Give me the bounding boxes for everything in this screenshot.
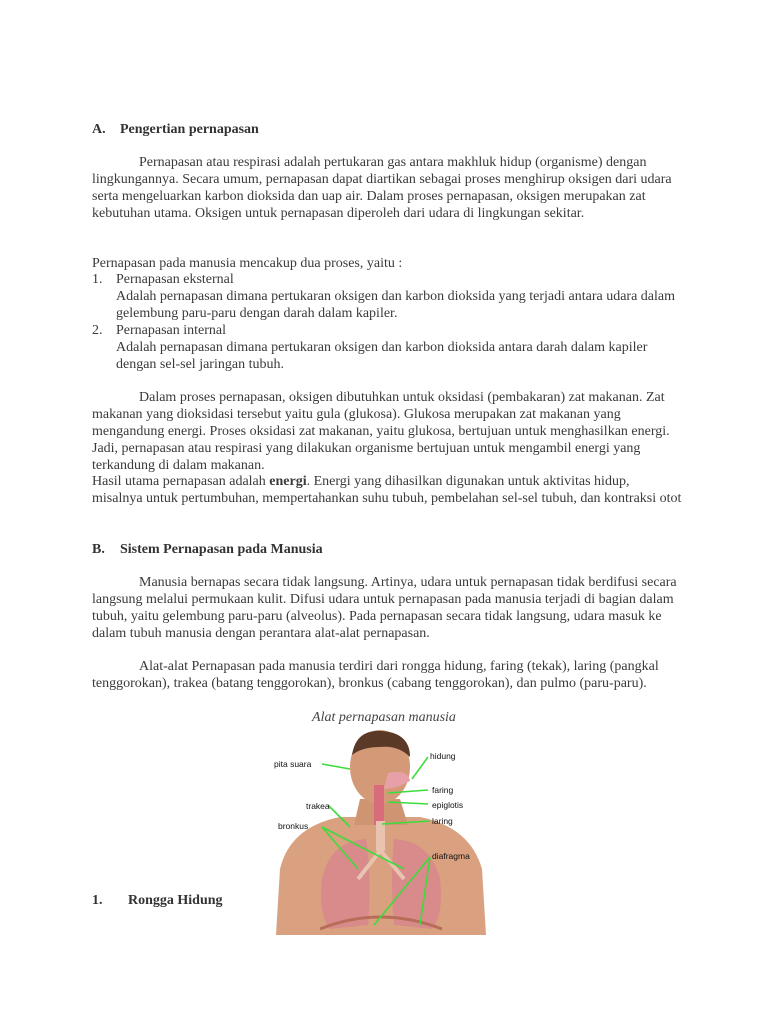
section-a-paragraph-1: Pernapasan atau respirasi adalah pertukaran gas antara makhluk hidup (organisme) dengan lingkungannya. Secara umum, pernapasan dapat diartikan sebagai proses menghirup oksigen dari udara serta mengeluarkan karbon dioksida dan uap air. Dalam proses pernapasan, oksigen merupakan zat kebutuhan utama. Oksigen untuk pernapasan diperoleh dari udara di lingkungan sekitar. <box>92 155 672 221</box>
section-b-paragraph-1: Manusia bernapas secara tidak langsung. Artinya, udara untuk pernapasan tidak berdifusi secara langsung melalui permukaan kulit. Difusi udara untuk pernapasan pada manusia terjadi di bagian dalam tubuh, yaitu gelembung paru-paru (alveolus). Pada pernapasan secara tidak langsung, udara masuk ke dalam tubuh manusia dengan perantara alat-alat pernapasan. <box>92 575 677 641</box>
list-item-title: Pernapasan eksternal <box>116 272 234 287</box>
section-b-heading: B. Sistem Pernapasan pada Manusia <box>92 542 323 557</box>
label-trakea: trakea <box>306 801 330 811</box>
list-item: 1. Pernapasan eksternal Adalah pernapasan dimana pertukaran oksigen dan karbon dioksida yang terjadi antara udara dalam gelembung paru-paru dengan darah dalam kapiler. <box>92 271 682 322</box>
label-bronkus: bronkus <box>278 821 309 831</box>
list-item-description: Adalah pernapasan dimana pertukaran oksigen dan karbon dioksida yang terjadi antara udara dalam gelembung paru-paru dengan darah dalam kapiler. <box>116 289 676 321</box>
list-item-description: Adalah pernapasan dimana pertukaran oksigen dan karbon dioksida antara darah dalam kapiler dengan sel-sel jaringan tubuh. <box>116 340 648 372</box>
label-laring: laring <box>432 816 453 826</box>
list-item: 2. Pernapasan internal Adalah pernapasan dimana pertukaran oksigen dan karbon dioksida antara darah dalam kapiler dengan sel-sel jaringan tubuh. <box>92 322 682 373</box>
subsection-1-heading: 1. Rongga Hidung <box>92 893 223 908</box>
label-hidung: hidung <box>430 751 456 761</box>
label-pita-suara: pita suara <box>274 759 312 769</box>
respiratory-illustration <box>270 729 488 935</box>
section-a-heading: A. Pengertian pernapasan <box>92 122 259 137</box>
section-b-paragraph-2: Alat-alat Pernapasan pada manusia terdiri dari rongga hidung, faring (tekak), laring (pangkal tenggorokan), trakea (batang tenggorokan), bronkus (cabang tenggorokan), dan pulmo (paru-paru). <box>92 659 659 691</box>
label-epiglotis: epiglotis <box>432 800 464 810</box>
respiratory-system-figure <box>270 729 488 935</box>
figure-caption: Alat pernapasan manusia <box>312 710 456 725</box>
list-item-title: Pernapasan internal <box>116 323 227 338</box>
bold-term: energi <box>269 474 307 489</box>
label-faring: faring <box>432 785 454 795</box>
section-a-list-intro: Pernapasan pada manusia mencakup dua proses, yaitu : <box>92 256 403 271</box>
label-diafragma: diafragma <box>432 851 470 861</box>
section-a-paragraph-3: Hasil utama pernapasan adalah energi. Energi yang dihasilkan digunakan untuk aktivitas hidup, misalnya untuk pertumbuhan, mempertahankan suhu tubuh, pembelahan sel-sel tubuh, dan kontraksi otot <box>92 474 682 506</box>
section-a-paragraph-2: Dalam proses pernapasan, oksigen dibutuhkan untuk oksidasi (pembakaran) zat makanan. Zat makanan yang dioksidasi tersebut yaitu gula (glukosa). Glukosa merupakan zat makanan yang mengandung energi. Proses oksidasi zat makanan, yaitu glukosa, bertujuan untuk menghasilkan energi. Jadi, pernapasan atau respirasi yang dilakukan organisme bertujuan untuk mengambil energi yang terkandung di dalam makanan. <box>92 390 670 473</box>
